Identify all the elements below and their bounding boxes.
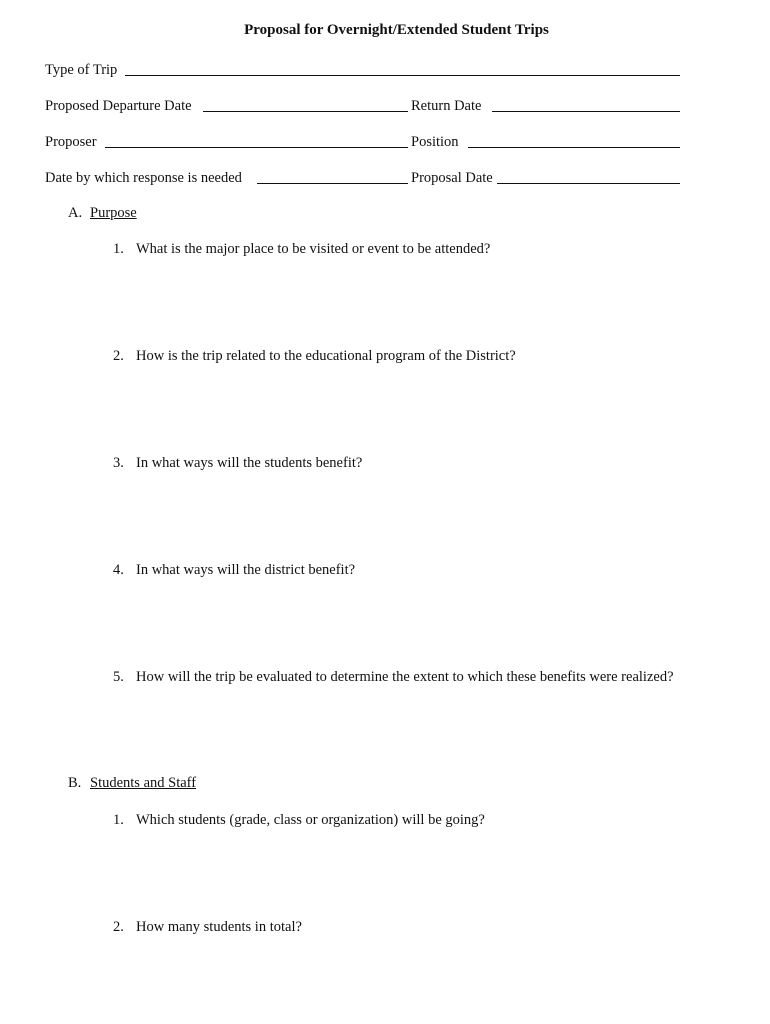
section-title: Students and Staff: [90, 775, 197, 791]
question-a5: [113, 667, 674, 687]
question-text: What is the major place to be visited or event to be attended?: [136, 241, 491, 257]
question-number: 1.: [113, 812, 124, 828]
field-row-proposer: [45, 132, 680, 154]
position-label: Position: [411, 134, 459, 150]
response-needed-label: Date by which response is needed: [45, 170, 242, 186]
proposer-line[interactable]: [105, 147, 408, 148]
question-a1: [113, 239, 490, 259]
departure-date-label: Proposed Departure Date: [45, 98, 192, 114]
question-number: 1.: [113, 241, 124, 257]
response-needed-line[interactable]: [257, 183, 408, 184]
question-number: 3.: [113, 455, 124, 471]
section-letter: B.: [68, 775, 82, 791]
position-line[interactable]: [468, 147, 680, 148]
form-title: Proposal for Overnight/Extended Student Trips: [244, 22, 549, 38]
proposal-date-line[interactable]: [497, 183, 680, 184]
return-date-label: Return Date: [411, 98, 482, 114]
field-row-dates: [45, 96, 680, 118]
question-number: 5.: [113, 669, 124, 685]
question-text: Which students (grade, class or organization) will be going?: [136, 812, 485, 828]
question-number: 2.: [113, 919, 124, 935]
section-b-heading: [68, 773, 196, 793]
question-number: 4.: [113, 562, 124, 578]
question-text: How many students in total?: [136, 919, 302, 935]
question-text: In what ways will the students benefit?: [136, 455, 363, 471]
type-of-trip-line[interactable]: [125, 75, 680, 76]
section-letter: A.: [68, 205, 83, 221]
type-of-trip-label: Type of Trip: [45, 62, 118, 78]
question-a2: [113, 346, 516, 366]
question-b2: [113, 917, 302, 937]
departure-date-line[interactable]: [203, 111, 408, 112]
proposal-date-label: Proposal Date: [411, 170, 493, 186]
field-row-type-of-trip: [45, 60, 680, 82]
section-a-heading: [68, 203, 137, 223]
question-a3: [113, 453, 362, 473]
question-text: How will the trip be evaluated to determine the extent to which these benefits were realized?: [136, 669, 674, 685]
question-number: 2.: [113, 348, 124, 364]
question-b1: [113, 810, 485, 830]
proposer-label: Proposer: [45, 134, 97, 150]
section-title: Purpose: [90, 205, 137, 221]
field-row-response: [45, 168, 680, 190]
question-text: In what ways will the district benefit?: [136, 562, 356, 578]
question-text: How is the trip related to the educational program of the District?: [136, 348, 516, 364]
question-a4: [113, 560, 355, 580]
return-date-line[interactable]: [492, 111, 680, 112]
